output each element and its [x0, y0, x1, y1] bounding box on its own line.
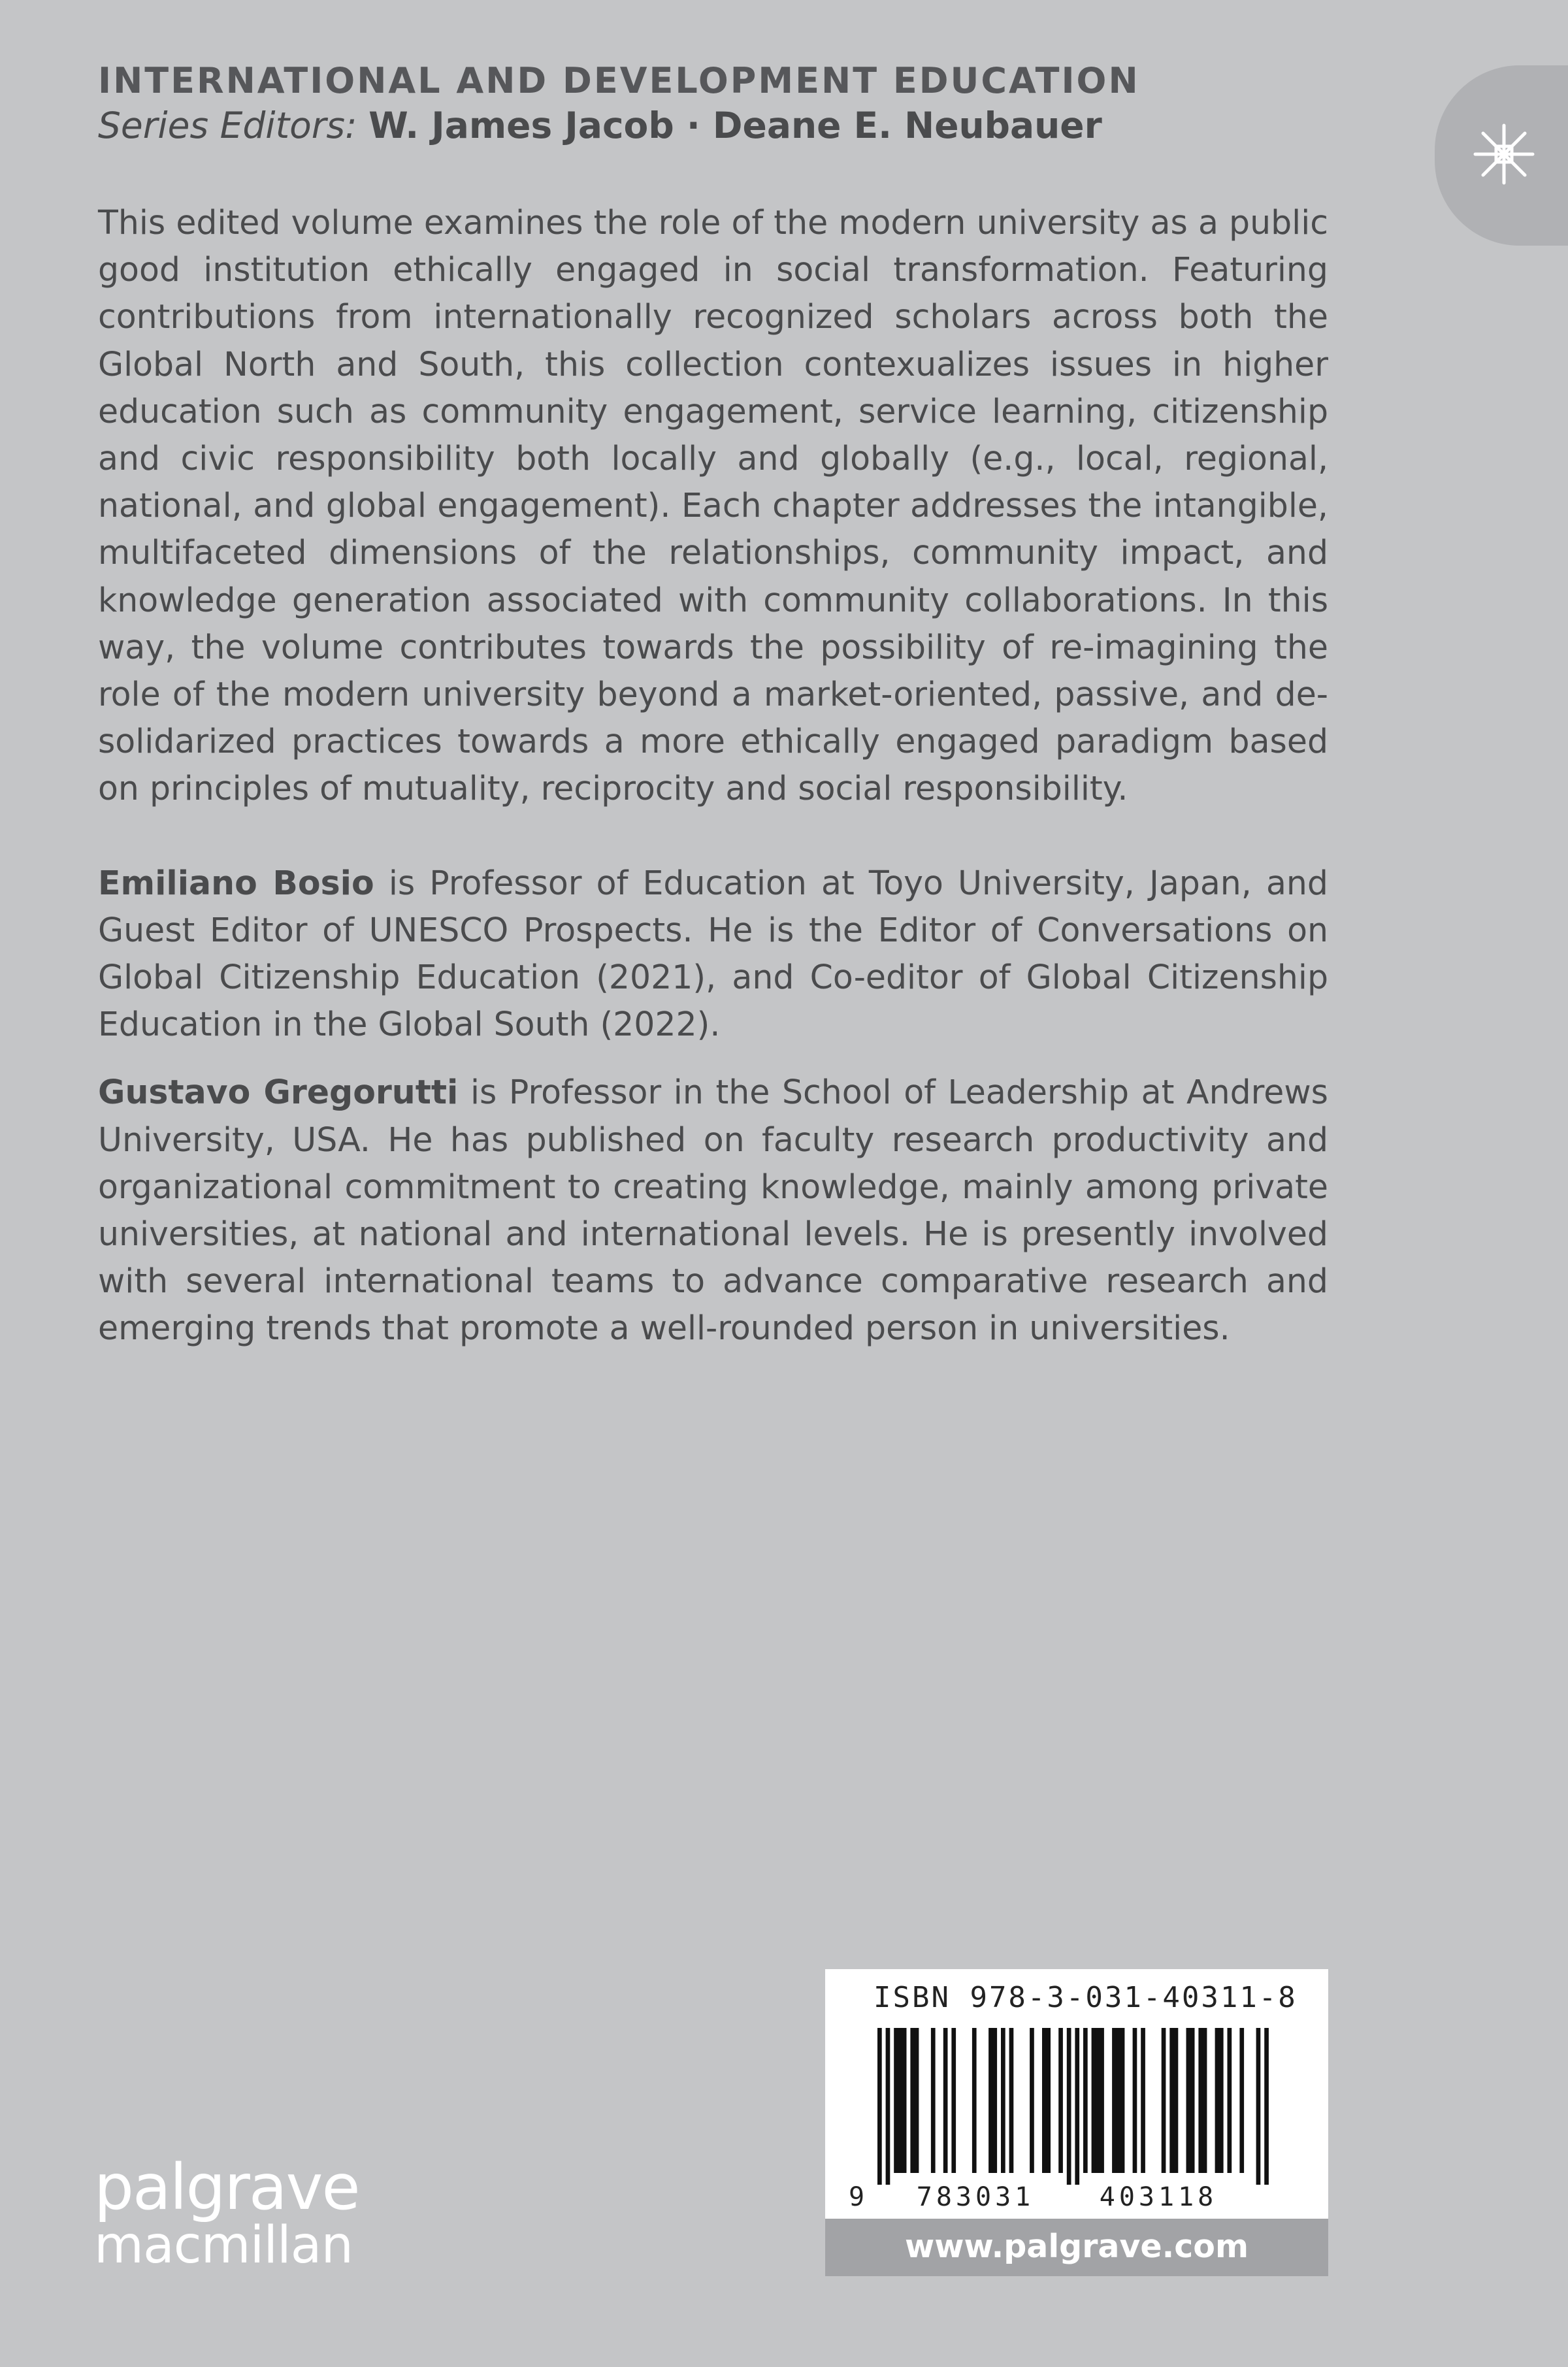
author-bio-text: is Professor of Education at Toyo University, Japan, and Guest Editor of UNESCO Prospects. He is the Editor of Conversations on Global Citizenship Education (2021), and Co-editor of Global Citizenship Education in the Global South (2022). [98, 863, 1328, 1044]
barcode-bar [931, 2028, 936, 2173]
barcode-bar [1239, 2028, 1244, 2173]
barcode-bar [902, 2028, 907, 2173]
barcode-bar [943, 2028, 948, 2173]
isbn-barcode [825, 1969, 1328, 2219]
barcode-bar [1190, 2028, 1195, 2173]
publisher-website: www.palgrave.com [825, 2219, 1328, 2276]
barcode-bar [1067, 2028, 1071, 2185]
barcode-bar [951, 2028, 956, 2173]
author-bio-bosio [98, 860, 1328, 1049]
barcode-bar [877, 2028, 882, 2185]
barcode-bar [1215, 2028, 1220, 2173]
barcode-bar [1096, 2028, 1100, 2173]
isbn-number: ISBN 978-3-031-40311-8 [874, 1981, 1298, 2014]
barcode-first-digit: 9 [848, 2182, 865, 2212]
book-description: This edited volume examines the role of the modern university as a public good institution ethically engaged in social transformation. Featuring contributions from internationally recognized scholars across both the Global North and South, this collection contexualizes issues in higher education such as community engagement, service learning, citizenship and civic responsibility both locally and globally (e.g., local, regional, national, and global engagement). Each chapter addresses the intangible, multifaceted dimensions of the relationships, community impact, and knowledge generation associated with community collaborations. In this way, the volume contributes towards the possibility of re-imagining the role of the modern university beyond a market-oriented, passive, and de-solidarized practices towards a more ethically engaged paradigm based on principles of mutuality, reciprocity and social responsibility. [98, 203, 1328, 808]
publisher-logo [94, 2151, 359, 2275]
barcode-bar [1075, 2028, 1079, 2185]
barcode-bar [894, 2028, 898, 2173]
barcode-bar [1203, 2028, 1207, 2173]
barcode-bar [1133, 2028, 1137, 2173]
barcode-bar [1120, 2028, 1125, 2173]
barcode-bar [1198, 2028, 1203, 2173]
barcode-bar [910, 2028, 915, 2173]
barcode-bar [992, 2028, 997, 2173]
series-editors-names: W. James Jacob · Deane E. Neubauer [368, 105, 1102, 146]
barcode-bar [1058, 2028, 1063, 2173]
barcode-bar [1042, 2028, 1047, 2173]
barcode-bar [1228, 2028, 1232, 2173]
barcode-bar [1169, 2028, 1174, 2173]
palgrave-star-icon [1471, 122, 1537, 187]
barcode-bar [1264, 2028, 1269, 2185]
series-title: INTERNATIONAL AND DEVELOPMENT EDUCATION [98, 60, 1140, 101]
back-cover-text [98, 199, 1328, 1352]
author-name: Gustavo Gregorutti [98, 1073, 459, 1112]
author-bio-text: is Professor in the School of Leadership at Andrews University, USA. He has published on faculty research productivity and organizational commitment to creating knowledge, mainly among private universities, at national and international levels. He is presently involved with several international teams to advance comparative research and emerging trends that promote a well-rounded person in universities. [98, 1073, 1328, 1348]
barcode-bar [1256, 2028, 1261, 2185]
barcode-bar [1030, 2028, 1034, 2173]
publisher-logo-line1: palgrave [94, 2151, 359, 2224]
barcode-bar [1174, 2028, 1179, 2173]
barcode-image [825, 1969, 1328, 2219]
barcode-bar [1083, 2028, 1088, 2173]
barcode-bar [972, 2028, 977, 2173]
barcode-bar [1141, 2028, 1145, 2173]
series-editors-label: Series Editors: [98, 105, 357, 146]
author-bio-gregorutti [98, 1069, 1328, 1352]
barcode-bar [988, 2028, 993, 2173]
barcode-bar [886, 2028, 890, 2185]
barcode-bar [1001, 2028, 1005, 2173]
series-editors [98, 105, 1102, 146]
barcode-bar [1009, 2028, 1014, 2173]
publisher-logo-line2: macmillan [94, 2216, 353, 2275]
barcode-bar [1162, 2028, 1166, 2173]
author-name: Emiliano Bosio [98, 863, 374, 902]
barcode-bar [1112, 2028, 1117, 2173]
barcode-bar [1046, 2028, 1051, 2173]
barcode-bar [1092, 2028, 1096, 2173]
barcode-left-digits: 783031 [916, 2182, 1035, 2212]
barcode-right-digits: 403118 [1099, 2182, 1218, 2212]
barcode-bar [1186, 2028, 1191, 2173]
barcode-bar [1219, 2028, 1224, 2173]
barcode-bar [898, 2028, 903, 2173]
publisher-logo-tab [1435, 65, 1568, 246]
barcode-bar [1100, 2028, 1104, 2173]
barcode-bar [915, 2028, 919, 2173]
barcode-bar [1116, 2028, 1120, 2173]
